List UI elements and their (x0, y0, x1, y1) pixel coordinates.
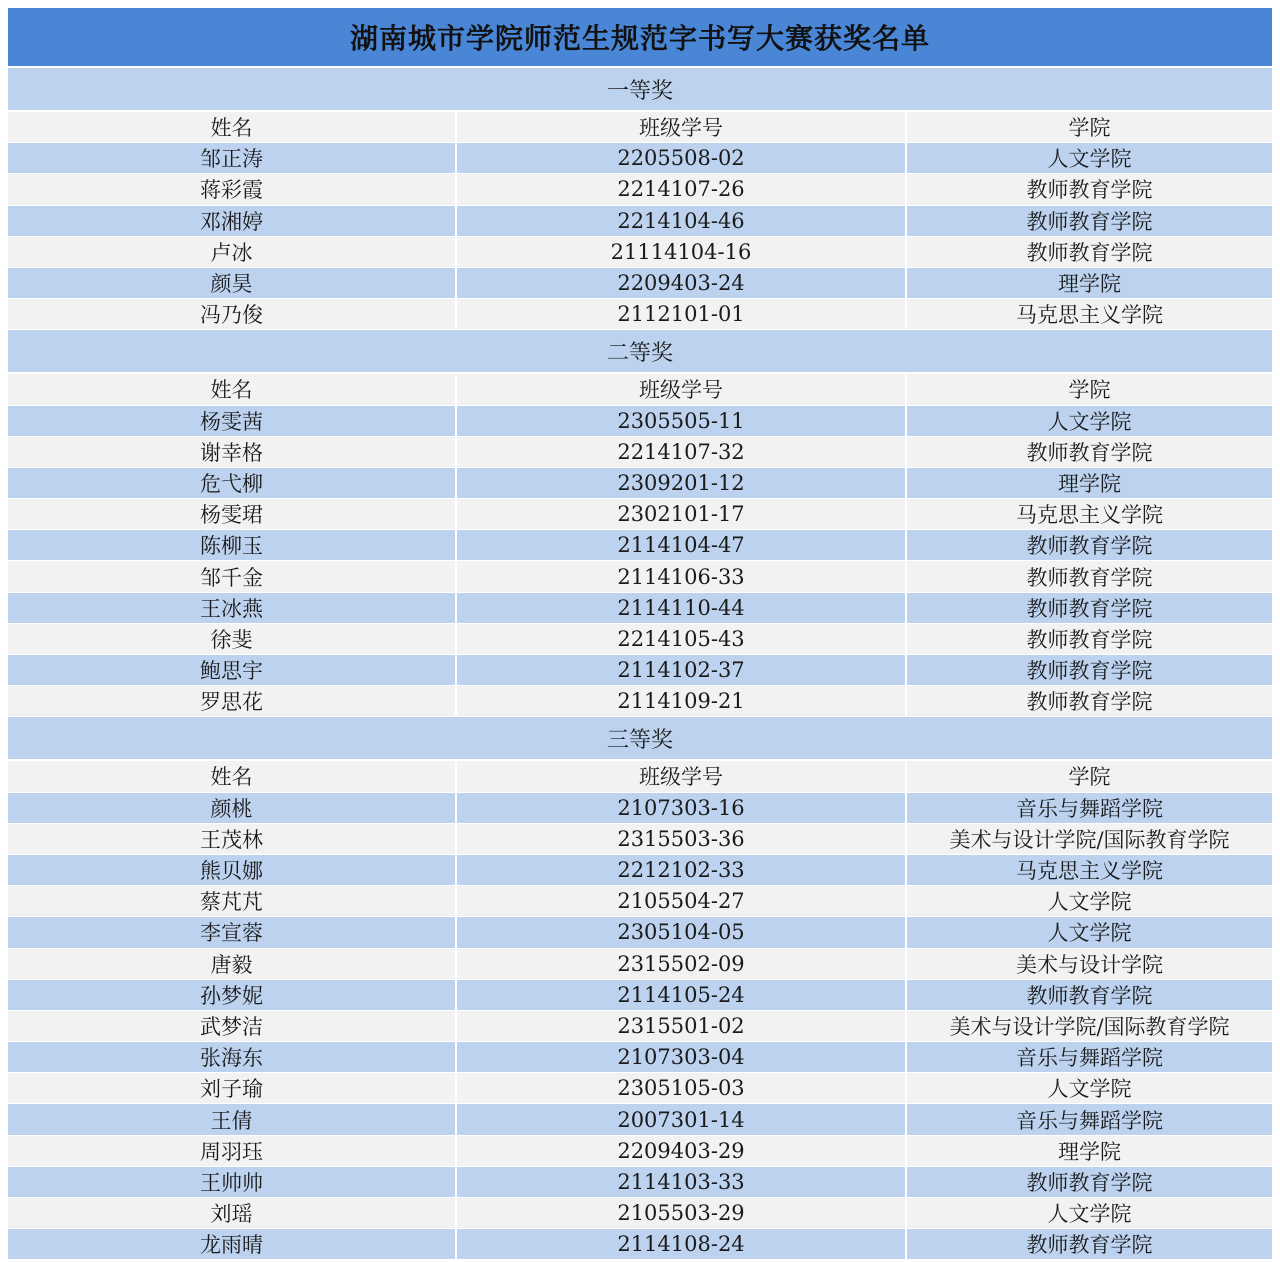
class-id-cell: 2209403-24 (457, 268, 907, 298)
student-name-cell: 鲍思宇 (8, 655, 457, 685)
college-cell: 人文学院 (1047, 890, 1132, 915)
table-row (8, 1136, 1272, 1167)
table-row (8, 855, 1272, 886)
student-name-cell: 邹千金 (8, 561, 457, 591)
student-name-cell: 王冰燕 (8, 593, 457, 623)
table-row (8, 499, 1272, 530)
college-cell: 教师教育学院 (1026, 1233, 1153, 1258)
college-cell: 人文学院 (1047, 409, 1132, 434)
column-header-class-id: 班级学号 (457, 761, 907, 791)
table-row (8, 1073, 1272, 1104)
student-name-cell: 武梦洁 (8, 1011, 457, 1041)
college-cell: 理学院 (1058, 272, 1121, 297)
class-id-cell: 2205508-02 (457, 143, 907, 173)
class-id-cell: 2315501-02 (457, 1011, 907, 1041)
college-cell: 音乐与舞蹈学院 (1016, 1108, 1163, 1133)
class-id-cell: 2212102-33 (457, 855, 907, 885)
college-cell: 美术与设计学院/国际教育学院 (949, 827, 1230, 852)
class-id-cell: 2305105-03 (457, 1073, 907, 1103)
student-name-cell: 熊贝娜 (8, 855, 457, 885)
student-name-cell: 罗思花 (8, 686, 457, 716)
college-cell: 马克思主义学院 (1016, 503, 1163, 528)
student-name-cell: 龙雨晴 (8, 1229, 457, 1259)
column-header-college: 学院 (1068, 116, 1111, 141)
table-row (8, 237, 1272, 268)
table-row (8, 624, 1272, 655)
table-row (8, 143, 1272, 174)
student-name-cell: 刘瑶 (8, 1198, 457, 1228)
column-header-class-id: 班级学号 (457, 112, 907, 142)
class-id-cell: 2114106-33 (457, 561, 907, 591)
table-row (8, 174, 1272, 205)
college-cell: 教师教育学院 (1026, 240, 1153, 265)
class-id-cell: 2107303-16 (457, 793, 907, 823)
table-row (8, 1104, 1272, 1135)
column-header-row (8, 374, 1272, 405)
student-name-cell: 邓湘婷 (8, 206, 457, 236)
student-name-cell: 卢冰 (8, 237, 457, 267)
college-cell: 美术与设计学院/国际教育学院 (949, 1014, 1230, 1039)
class-id-cell: 2112101-01 (457, 299, 907, 329)
student-name-cell: 杨雯珺 (8, 499, 457, 529)
class-id-cell: 2114102-37 (457, 655, 907, 685)
student-name-cell: 陈柳玉 (8, 530, 457, 560)
class-id-cell: 2214107-26 (457, 174, 907, 204)
award-level-header: 三等奖 (8, 717, 1272, 761)
column-header-name: 姓名 (8, 112, 457, 142)
college-cell: 马克思主义学院 (1016, 303, 1163, 328)
class-id-cell: 2315502-09 (457, 949, 907, 979)
table-row (8, 406, 1272, 437)
class-id-cell: 2105503-29 (457, 1198, 907, 1228)
student-name-cell: 李宣蓉 (8, 917, 457, 947)
student-name-cell: 王帅帅 (8, 1167, 457, 1197)
column-header-college: 学院 (1068, 765, 1111, 790)
table-row (8, 917, 1272, 948)
table-row (8, 1167, 1272, 1198)
class-id-cell: 2305104-05 (457, 917, 907, 947)
student-name-cell: 王茂林 (8, 824, 457, 854)
student-name-cell: 张海东 (8, 1042, 457, 1072)
table-row (8, 468, 1272, 499)
student-name-cell: 冯乃俊 (8, 299, 457, 329)
college-cell: 教师教育学院 (1026, 440, 1153, 465)
class-id-cell: 2105504-27 (457, 886, 907, 916)
class-id-cell: 2114105-24 (457, 980, 907, 1010)
table-row (8, 686, 1272, 717)
student-name-cell: 刘子瑜 (8, 1073, 457, 1103)
table-row (8, 1011, 1272, 1042)
award-level-header: 二等奖 (8, 330, 1272, 374)
class-id-cell: 2007301-14 (457, 1104, 907, 1134)
table-row (8, 824, 1272, 855)
student-name-cell: 颜桃 (8, 793, 457, 823)
table-row (8, 793, 1272, 824)
table-row (8, 949, 1272, 980)
class-id-cell: 2214104-46 (457, 206, 907, 236)
table-row (8, 1198, 1272, 1229)
column-header-name: 姓名 (8, 374, 457, 404)
student-name-cell: 唐毅 (8, 949, 457, 979)
student-name-cell: 徐斐 (8, 624, 457, 654)
college-cell: 理学院 (1058, 471, 1121, 496)
table-row (8, 268, 1272, 299)
student-name-cell: 周羽珏 (8, 1136, 457, 1166)
college-cell: 马克思主义学院 (1016, 859, 1163, 884)
class-id-cell: 2315503-36 (457, 824, 907, 854)
award-list-table (8, 8, 1272, 1260)
sections-container (8, 68, 1272, 1260)
student-name-cell: 孙梦妮 (8, 980, 457, 1010)
student-name-cell: 邹正涛 (8, 143, 457, 173)
column-header-row (8, 761, 1272, 792)
class-id-cell: 2114103-33 (457, 1167, 907, 1197)
college-cell: 教师教育学院 (1026, 565, 1153, 590)
class-id-cell: 21114104-16 (457, 237, 907, 267)
college-cell: 教师教育学院 (1026, 983, 1153, 1008)
table-row (8, 655, 1272, 686)
class-id-cell: 2114110-44 (457, 593, 907, 623)
table-row (8, 561, 1272, 592)
column-header-name: 姓名 (8, 761, 457, 791)
student-name-cell: 谢幸格 (8, 437, 457, 467)
college-cell: 教师教育学院 (1026, 534, 1153, 559)
award-level-header: 一等奖 (8, 68, 1272, 112)
class-id-cell: 2209403-29 (457, 1136, 907, 1166)
page-title: 湖南城市学院师范生规范字书写大赛获奖名单 (8, 8, 1272, 68)
class-id-cell: 2107303-04 (457, 1042, 907, 1072)
class-id-cell: 2114109-21 (457, 686, 907, 716)
table-row (8, 593, 1272, 624)
class-id-cell: 2114104-47 (457, 530, 907, 560)
class-id-cell: 2309201-12 (457, 468, 907, 498)
class-id-cell: 2305505-11 (457, 406, 907, 436)
college-cell: 教师教育学院 (1026, 209, 1153, 234)
student-name-cell: 王倩 (8, 1104, 457, 1134)
table-row (8, 980, 1272, 1011)
table-row (8, 530, 1272, 561)
college-cell: 音乐与舞蹈学院 (1016, 1046, 1163, 1071)
college-cell: 教师教育学院 (1026, 690, 1153, 715)
table-row (8, 1042, 1272, 1073)
student-name-cell: 蔡芃芃 (8, 886, 457, 916)
class-id-cell: 2214107-32 (457, 437, 907, 467)
table-row (8, 299, 1272, 330)
college-cell: 人文学院 (1047, 921, 1132, 946)
class-id-cell: 2214105-43 (457, 624, 907, 654)
college-cell: 教师教育学院 (1026, 178, 1153, 203)
college-cell: 教师教育学院 (1026, 659, 1153, 684)
column-header-college: 学院 (1068, 378, 1111, 403)
student-name-cell: 蒋彩霞 (8, 174, 457, 204)
college-cell: 教师教育学院 (1026, 627, 1153, 652)
table-row (8, 437, 1272, 468)
student-name-cell: 颜昊 (8, 268, 457, 298)
student-name-cell: 危弋柳 (8, 468, 457, 498)
college-cell: 人文学院 (1047, 147, 1132, 172)
class-id-cell: 2302101-17 (457, 499, 907, 529)
college-cell: 人文学院 (1047, 1077, 1132, 1102)
college-cell: 教师教育学院 (1026, 596, 1153, 621)
class-id-cell: 2114108-24 (457, 1229, 907, 1259)
college-cell: 教师教育学院 (1026, 1170, 1153, 1195)
college-cell: 人文学院 (1047, 1202, 1132, 1227)
college-cell: 理学院 (1058, 1139, 1121, 1164)
table-row (8, 886, 1272, 917)
column-header-row (8, 112, 1272, 143)
college-cell: 美术与设计学院 (1016, 952, 1163, 977)
column-header-class-id: 班级学号 (457, 374, 907, 404)
student-name-cell: 杨雯茜 (8, 406, 457, 436)
table-row (8, 206, 1272, 237)
table-row (8, 1229, 1272, 1260)
college-cell: 音乐与舞蹈学院 (1016, 796, 1163, 821)
